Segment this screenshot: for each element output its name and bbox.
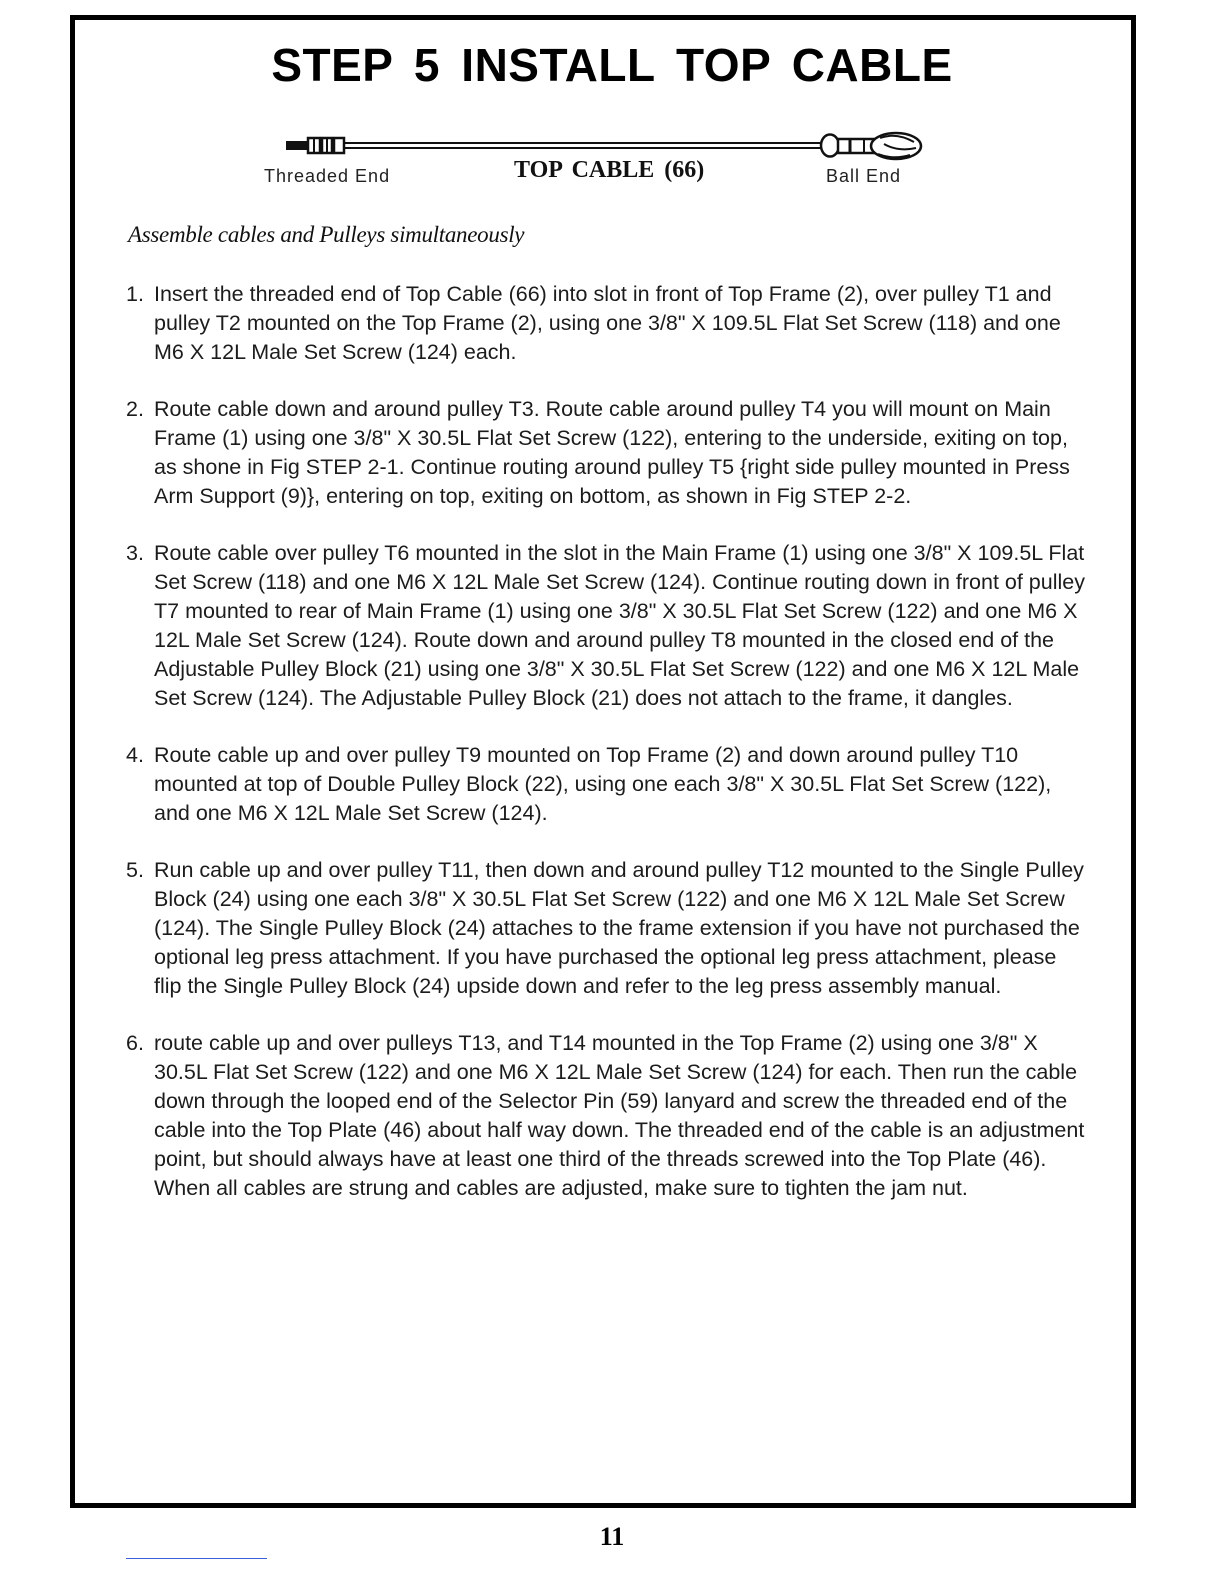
page-title: STEP 5 INSTALL TOP CABLE [271, 39, 953, 91]
instruction-step [126, 395, 1086, 511]
instruction-step [126, 280, 1086, 367]
step-text: Route cable up and over pulley T9 mounted on Top Frame (2) and down around pulley T10 mounted at top of Double Pulley Block (22), using one each 3/8" X 30.5L Flat Set Screw (122), and one M6 X 12L Male Set Screw (124). [154, 743, 1052, 825]
step-text: Route cable over pulley T6 mounted in the slot in the Main Frame (1) using one 3/8" X 109.5L Flat Set Screw (118) and one M6 X 12L Male Set Screw (124). Continue routing down in front of pulley T7 mounted to rear of Main Frame (1) using one 3/8" X 30.5L Flat Set Screw (122) and one M6 X 12L Male Set Screw (124). Route down and around pulley T8 mounted in the closed end of the Adjustable Pulley Block (21) using one 3/8" X 30.5L Flat Set Screw (122) and one M6 X 12L Male Set Screw (124). The Adjustable Pulley Block (21) does not attach to the frame, it dangles. [154, 541, 1085, 710]
instruction-step [126, 1029, 1086, 1203]
instruction-step [126, 539, 1086, 713]
ball-end-label: Ball End [826, 166, 902, 186]
step-number: 5. [126, 858, 144, 882]
step-text: Run cable up and over pulley T11, then down and around pulley T12 mounted to the Single Pulley Block (24) using one each 3/8" X 30.5L Flat Set Screw (122) and one M6 X 12L Male Set Screw (124). The Single Pulley Block (24) attaches to the frame extension if you have not purchased the optional leg press attachment. If you have purchased the optional leg press attachment, please flip the Single Pulley Block (24) upside down and refer to the leg press assembly manual. [154, 858, 1084, 998]
instruction-step [126, 741, 1086, 828]
ball-end-ferrule [821, 135, 839, 157]
threaded-end-label: Threaded End [264, 166, 391, 186]
step-text: Route cable down and around pulley T3. Route cable around pulley T4 you will mount on Main Frame (1) using one 3/8" X 30.5L Flat Set Screw (122), entering to the underside, exiting on top, as shone in Fig STEP 2-1. Continue routing around pulley T5 {right side pulley mounted in Press Arm Support (9)}, entering on top, exiting on bottom, as shown in Fig STEP 2-2. [154, 397, 1070, 508]
step-number: 6. [126, 1031, 144, 1055]
step-number: 3. [126, 541, 144, 565]
instruction-steps [126, 280, 1086, 1231]
step-number: 1. [126, 282, 144, 306]
footer-rule [126, 1558, 267, 1559]
nut-block [334, 138, 344, 153]
step-number: 2. [126, 397, 144, 421]
step-text: Insert the threaded end of Top Cable (66) into slot in front of Top Frame (2), over pulley T1 and pulley T2 mounted on the Top Frame (2), using one 3/8" X 109.5L Flat Set Screw (118) and one M6 X 12L Male Set Screw (124) each. [154, 282, 1061, 364]
cable-name-label: TOP CABLE (66) [514, 157, 705, 183]
page-number: 11 [599, 1522, 625, 1551]
step-number: 4. [126, 743, 144, 767]
intro-note: Assemble cables and Pulleys simultaneously [128, 222, 525, 247]
threaded-stub [286, 141, 310, 150]
step-text: route cable up and over pulleys T13, and T14 mounted in the Top Frame (2) using one 3/8" X 30.5L Flat Set Screw (122) and one M6 X 12L Male Set Screw (124) for each. Then run the cable down through the looped end of the Selector Pin (59) lanyard and screw the threaded end of the cable into the Top Plate (46) about half way down. The threaded end of the cable is an adjustment point, but should always have at least one third of the threads screwed into the Top Plate (46). When all cables are strung and cables are adjusted, make sure to tighten the jam nut. [154, 1031, 1085, 1200]
instruction-step [126, 856, 1086, 1001]
